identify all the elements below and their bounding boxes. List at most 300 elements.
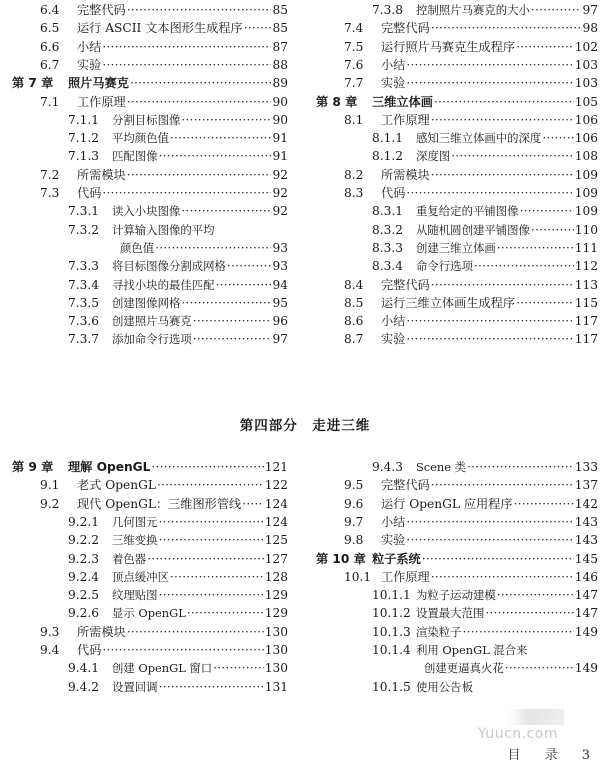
toc-entry-title: 代码 [77, 643, 102, 657]
toc-leader-dots [159, 531, 264, 549]
toc-leader-dots [127, 1, 272, 19]
toc-leader-dots [159, 147, 272, 165]
toc-page-number: 142 [574, 496, 598, 511]
toc-page-number: 90 [272, 94, 288, 109]
toc-entry [316, 294, 598, 312]
toc-entry [316, 623, 598, 641]
toc-entry-number: 9.7 [344, 514, 364, 529]
toc-page-number: 93 [272, 259, 288, 274]
toc-page-number: 147 [574, 588, 598, 603]
toc-entry-title: 颜色值 [120, 240, 155, 255]
toc-leader-dots [170, 129, 272, 147]
toc-entry-number: 9.2.1 [68, 514, 100, 529]
toc-entry-number: 6.5 [40, 21, 60, 36]
toc-entry-number: 8.6 [344, 314, 364, 329]
part-heading: 第四部分 走进三维 [239, 418, 371, 434]
toc-entry-number: 9.2 [40, 496, 60, 511]
toc-entry-number: 8.3.2 [372, 222, 404, 237]
toc-page-number: 91 [272, 149, 288, 164]
toc-entry-title: 显示 OpenGL [112, 606, 186, 621]
toc-entry-number: 8.3.4 [372, 259, 404, 274]
toc-entry [316, 74, 598, 92]
toc-page-number: 110 [574, 222, 598, 237]
toc-entry-title: 添加命令行选项 [112, 332, 192, 347]
toc-leader-dots [147, 550, 264, 568]
toc-page-number: 102 [574, 39, 598, 54]
toc-entry [316, 166, 598, 184]
toc-entry-title: 三维变换 [112, 533, 158, 548]
toc-leader-dots [159, 678, 264, 696]
toc-entry-title: 分割目标图像 [112, 112, 181, 127]
toc-leader-dots [431, 276, 574, 294]
toc-page-number: 129 [264, 588, 288, 603]
toc-page-number: 85 [272, 21, 288, 36]
toc-leader-dots [505, 659, 574, 677]
toc-entry-number: 7.3.8 [372, 3, 404, 17]
toc-entry [316, 38, 598, 56]
toc-entry-title: 小结 [381, 514, 406, 529]
toc-page-number: 149 [574, 661, 598, 676]
toc-entry [316, 56, 598, 74]
toc-page-number: 111 [574, 240, 598, 255]
toc-entry [316, 239, 598, 257]
toc-entry-number: 8.4 [344, 277, 364, 292]
toc-entry-number: 7.1 [40, 94, 60, 109]
toc-entry-title: 理解 OpenGL [68, 460, 151, 474]
toc-entry-title: 平均颜色值 [112, 131, 169, 146]
toc-entry-title: 寻找小块的最佳匹配 [112, 277, 215, 292]
toc-leader-dots [242, 495, 263, 513]
toc-entry-number: 7.3.1 [68, 204, 100, 219]
toc-page-number: 115 [574, 295, 598, 310]
toc-entry-title: 创建照片马赛克 [112, 314, 192, 329]
watermark: Yuucn.com [477, 726, 558, 742]
toc-entry [316, 184, 598, 202]
toc-page-number: 117 [574, 332, 598, 347]
toc-entry-number: 6.4 [40, 3, 60, 17]
toc-leader-dots [216, 276, 272, 294]
toc-leader-dots [127, 166, 272, 184]
toc-page-number: 149 [574, 624, 598, 639]
toc-entry [316, 129, 598, 147]
toc-page-number: 96 [272, 314, 288, 329]
toc-entry-number: 9.2.4 [68, 569, 100, 584]
toc-entry [12, 623, 288, 641]
toc-leader-dots [497, 586, 574, 604]
toc-left-top [12, 1, 288, 389]
toc-entry [12, 586, 288, 604]
toc-entry-title: 粒子系统 [372, 551, 421, 566]
toc-entry [316, 513, 598, 531]
toc-page-number: 137 [574, 478, 598, 493]
toc-entry [12, 659, 288, 677]
toc-leader-dots [431, 19, 582, 37]
toc-entry-title: 老式 OpenGL [77, 478, 156, 493]
toc-entry-title: 实验 [381, 332, 406, 347]
toc-right-bottom [316, 458, 598, 728]
toc-entry-number: 7.3.6 [68, 314, 100, 329]
toc-entry-title: 创建 OpenGL 窗口 [112, 661, 213, 676]
toc-entry [12, 1, 288, 19]
toc-entry [316, 276, 598, 294]
toc-entry-title: 现代 OpenGL：三维图形管线 [77, 496, 242, 511]
toc-page-number: 127 [264, 551, 288, 566]
toc-leader-dots [451, 147, 574, 165]
toc-entry-title: 几何图元 [112, 514, 158, 529]
toc-page-number: 94 [272, 277, 288, 292]
toc-entry [12, 568, 288, 586]
toc-page-number: 130 [264, 624, 288, 639]
toc-entry [316, 330, 598, 348]
toc-entry-number: 7.1.2 [68, 131, 100, 146]
toc-leader-dots [431, 166, 574, 184]
toc-page-number: 91 [272, 131, 288, 146]
toc-entry-number: 9.2.5 [68, 588, 100, 603]
toc-leader-dots [514, 495, 574, 513]
toc-entry [316, 604, 598, 622]
toc-leader-dots [159, 513, 264, 531]
toc-entry [12, 476, 288, 494]
toc-entry-title: 三维立体画 [372, 94, 433, 109]
toc-entry-number: 8.3.1 [372, 204, 404, 219]
toc-page-number: 124 [264, 496, 288, 511]
toc-entry-title: 利用 OpenGL 混合来 [416, 643, 528, 657]
toc-entry [316, 641, 598, 659]
toc-entry [316, 495, 598, 513]
toc-entry-number: 9.2.6 [68, 606, 100, 621]
toc-entry [12, 513, 288, 531]
toc-entry [12, 56, 288, 74]
toc-entry [12, 184, 288, 202]
toc-leader-dots [406, 330, 573, 348]
toc-entry-number: 6.7 [40, 57, 60, 72]
toc-entry [12, 495, 288, 513]
toc-entry-title: 工作原理 [381, 112, 430, 127]
toc-page-number: 109 [574, 204, 598, 219]
toc-chapter-entry [12, 74, 288, 92]
toc-page-number: 88 [272, 57, 288, 72]
toc-page-number: 133 [574, 460, 598, 474]
page-footer: 目 录 3 [507, 748, 600, 763]
toc-leader-dots [159, 586, 264, 604]
toc-leader-dots [102, 641, 263, 659]
toc-page-number: 105 [574, 94, 598, 109]
toc-page-number: 121 [264, 460, 288, 474]
toc-entry [12, 239, 288, 257]
toc-entry [12, 312, 288, 330]
toc-entry-number: 9.4.2 [68, 679, 100, 694]
toc-leader-dots [157, 476, 264, 494]
toc-entry [12, 202, 288, 220]
toc-page-number: 106 [574, 112, 598, 127]
toc-entry-title: 感知三维立体画中的深度 [416, 131, 542, 146]
toc-leader-dots [431, 476, 574, 494]
toc-leader-dots [102, 184, 271, 202]
toc-leader-dots [485, 604, 573, 622]
toc-page-number: 85 [272, 3, 288, 17]
toc-entry-title: 小结 [381, 57, 406, 72]
toc-entry-title: 使用公告板 [416, 679, 473, 694]
toc-entry-title: 运行三维立体画生成程序 [381, 295, 516, 310]
toc-entry-title: 读入小块图像 [112, 204, 181, 219]
toc-page-number: 124 [264, 514, 288, 529]
toc-entry-number: 8.1.2 [372, 149, 404, 164]
toc-leader-dots [516, 38, 574, 56]
toc-leader-dots [193, 312, 272, 330]
toc-page-number: 93 [272, 240, 288, 255]
toc-entry-title: 所需模块 [381, 167, 430, 182]
toc-page-number: 113 [574, 277, 598, 292]
toc-entry-number: 7.3.5 [68, 295, 100, 310]
toc-entry-title: 代码 [381, 186, 406, 200]
toc-page-number: 106 [574, 131, 598, 146]
toc-leader-dots [431, 111, 574, 129]
toc-entry-title: 工作原理 [381, 569, 430, 584]
toc-entry-number: 8.7 [344, 332, 364, 347]
toc-entry [316, 531, 598, 549]
toc-entry [316, 568, 598, 586]
toc-leader-dots [516, 294, 574, 312]
toc-page-number: 92 [272, 186, 288, 200]
toc-entry-title: 所需模块 [77, 624, 126, 639]
toc-page-number: 122 [264, 478, 288, 493]
toc-entry [12, 550, 288, 568]
toc-leader-dots [155, 239, 271, 257]
toc-page-number: 143 [574, 514, 598, 529]
toc-entry-number: 7.3.2 [68, 222, 100, 237]
toc-page-number: 108 [574, 149, 598, 164]
toc-entry [12, 19, 288, 37]
toc-entry-title: 顶点缓冲区 [112, 569, 169, 584]
toc-entry-title: 实验 [381, 76, 406, 91]
toc-entry-title: 命令行选项 [416, 259, 473, 274]
toc-leader-dots [467, 458, 574, 476]
toc-entry-title: 创建三维立体画 [416, 240, 496, 255]
toc-entry-number: 9.6 [344, 496, 364, 511]
toc-page-number: 129 [264, 606, 288, 621]
toc-entry-number: 第 9 章 [12, 460, 54, 474]
toc-chapter-entry [316, 550, 598, 568]
toc-entry-title: 实验 [77, 57, 102, 72]
toc-leader-dots [227, 257, 272, 275]
toc-entry-title: 运行 ASCII 文本图形生成程序 [77, 21, 243, 36]
toc-leader-dots [520, 202, 574, 220]
toc-entry [316, 312, 598, 330]
toc-entry-title: 设置回调 [112, 679, 158, 694]
toc-leader-dots [187, 604, 264, 622]
toc-entry-number: 第 10 章 [316, 551, 366, 566]
toc-entry-number: 10.1 [344, 569, 372, 584]
toc-entry [12, 93, 288, 111]
toc-entry [316, 659, 598, 677]
toc-entry-number: 9.8 [344, 533, 364, 548]
toc-page-number: 95 [272, 295, 288, 310]
toc-entry-number: 9.4.3 [372, 460, 404, 474]
toc-leader-dots [542, 129, 573, 147]
toc-entry-title: 完整代码 [381, 277, 430, 292]
toc-entry-number: 10.1.2 [372, 606, 411, 621]
toc-entry-title: 实验 [381, 533, 406, 548]
toc-page-number: 90 [272, 112, 288, 127]
toc-entry [12, 330, 288, 348]
toc-entry-number: 8.1.1 [372, 131, 404, 146]
toc-leader-dots [213, 659, 264, 677]
toc-leader-dots [102, 56, 271, 74]
toc-entry-number: 10.1.5 [372, 679, 411, 694]
toc-page-number: 147 [574, 606, 598, 621]
toc-entry-number: 7.5 [344, 39, 364, 54]
toc-entry-number: 10.1.4 [372, 643, 411, 657]
toc-entry-number: 7.4 [344, 21, 364, 36]
toc-entry-number: 8.1 [344, 112, 364, 127]
toc-chapter-entry [316, 93, 598, 111]
toc-entry [12, 166, 288, 184]
toc-page-number: 117 [574, 314, 598, 329]
toc-entry-title: 重复给定的平铺图像 [416, 204, 519, 219]
toc-leader-dots [127, 623, 264, 641]
toc-leader-dots [406, 184, 573, 202]
toc-page-number: 87 [272, 39, 288, 54]
toc-entry-number: 7.1.1 [68, 112, 100, 127]
toc-entry-title: 工作原理 [77, 94, 126, 109]
toc-entry-number: 7.3.3 [68, 259, 100, 274]
toc-entry [316, 19, 598, 37]
toc-entry-title: 匹配图像 [112, 149, 158, 164]
toc-entry-title: 渲染粒子 [416, 624, 462, 639]
toc-entry-title: 完整代码 [381, 21, 430, 36]
toc-entry-title: 完整代码 [381, 478, 430, 493]
toc-page-number: 98 [582, 21, 598, 36]
toc-entry-number: 第 8 章 [316, 94, 358, 109]
toc-leader-dots [406, 56, 573, 74]
toc-entry [12, 111, 288, 129]
toc-page-number: 103 [574, 76, 598, 91]
toc-leader-dots [130, 74, 272, 92]
toc-entry [12, 276, 288, 294]
toc-entry-number: 9.2.2 [68, 533, 100, 548]
toc-entry-number: 9.4 [40, 643, 60, 657]
toc-leader-dots [531, 1, 582, 19]
toc-entry-number: 8.5 [344, 295, 364, 310]
toc-entry-number: 9.5 [344, 478, 364, 493]
toc-entry-number: 9.2.3 [68, 551, 100, 566]
toc-entry [12, 257, 288, 275]
toc-leader-dots [406, 74, 573, 92]
toc-leader-dots [406, 513, 573, 531]
toc-entry [12, 147, 288, 165]
toc-entry-title: Scene 类 [416, 460, 467, 474]
toc-leader-dots [531, 221, 574, 239]
toc-leader-dots [181, 294, 271, 312]
toc-entry-number: 第 7 章 [12, 76, 54, 91]
toc-entry-title: 代码 [77, 186, 102, 200]
toc-page-number: 128 [264, 569, 288, 584]
toc-page-number: 130 [264, 643, 288, 657]
toc-page-number: 109 [574, 167, 598, 182]
toc-entry-number: 9.4.1 [68, 661, 100, 676]
toc-entry-number: 10.1.3 [372, 624, 411, 639]
toc-entry-number: 6.6 [40, 39, 60, 54]
toc-entry-title: 照片马赛克 [68, 76, 129, 91]
toc-page-number: 92 [272, 167, 288, 182]
toc-entry-title: 计算输入图像的平均 [112, 222, 215, 237]
toc-chapter-entry [12, 458, 288, 476]
toc-entry-title: 创建图像网格 [112, 295, 181, 310]
toc-page-number: 125 [264, 533, 288, 548]
toc-page-number: 143 [574, 533, 598, 548]
watermark-smudge [508, 709, 564, 725]
toc-leader-dots [193, 330, 272, 348]
toc-leader-dots [127, 93, 272, 111]
toc-leader-dots [422, 550, 574, 568]
toc-entry-number: 9.3 [40, 624, 60, 639]
toc-leader-dots [151, 458, 263, 476]
toc-entry-title: 运行 OpenGL 应用程序 [381, 496, 513, 511]
toc-entry [12, 129, 288, 147]
toc-entry [316, 202, 598, 220]
toc-page-number: 130 [264, 661, 288, 676]
toc-right-top [316, 1, 598, 389]
toc-page-number: 97 [582, 3, 598, 17]
toc-entry [316, 221, 598, 239]
toc-entry [316, 586, 598, 604]
toc-entry-number: 7.6 [344, 57, 364, 72]
toc-leader-dots [181, 111, 271, 129]
toc-entry-title: 运行照片马赛克生成程序 [381, 39, 516, 54]
toc-entry-title: 纹理贴图 [112, 588, 158, 603]
toc-leader-dots [170, 568, 264, 586]
toc-entry [12, 678, 288, 696]
toc-leader-dots [244, 19, 272, 37]
toc-entry [316, 257, 598, 275]
toc-leader-dots [181, 202, 271, 220]
toc-entry-number: 8.3.3 [372, 240, 404, 255]
toc-entry [316, 476, 598, 494]
toc-entry-title: 所需模块 [77, 167, 126, 182]
toc-entry [316, 678, 598, 696]
toc-page-number: 146 [574, 569, 598, 584]
toc-leader-dots [406, 531, 573, 549]
toc-entry-number: 10.1.1 [372, 588, 411, 603]
toc-left-bottom [12, 458, 288, 728]
toc-entry-number: 7.7 [344, 76, 364, 91]
toc-entry-title: 完整代码 [77, 3, 126, 17]
toc-entry-title: 设置最大范围 [416, 606, 485, 621]
toc-leader-dots [497, 239, 574, 257]
toc-page-number: 131 [264, 679, 288, 694]
toc-entry-title: 创建更逼真火花 [424, 661, 504, 676]
toc-entry-number: 7.3.7 [68, 332, 100, 347]
toc-leader-dots [434, 93, 574, 111]
toc-leader-dots [406, 312, 573, 330]
toc-entry-number: 8.2 [344, 167, 364, 182]
toc-entry-number: 8.3 [344, 186, 364, 200]
toc-entry [316, 147, 598, 165]
toc-page-number: 145 [574, 551, 598, 566]
toc-entry [316, 111, 598, 129]
toc-entry [12, 531, 288, 549]
toc-leader-dots [474, 257, 574, 275]
toc-entry-title: 将目标图像分割成网格 [112, 259, 226, 274]
toc-entry [12, 38, 288, 56]
toc-entry-number: 7.3.4 [68, 277, 100, 292]
toc-page-number: 112 [574, 259, 598, 274]
toc-page-number: 97 [272, 332, 288, 347]
toc-entry-number: 9.1 [40, 478, 60, 493]
toc-entry-title: 着色器 [112, 551, 147, 566]
toc-leader-dots [102, 38, 271, 56]
toc-entry-title: 小结 [77, 39, 102, 54]
